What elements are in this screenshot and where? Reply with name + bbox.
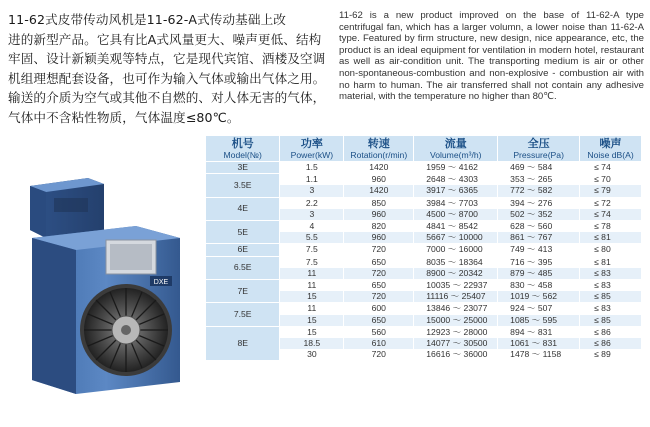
cell-volume: 1959 ～ 4162 [414,162,498,174]
header-pressure: 全压 Pressure(Pa) [498,136,580,162]
cell-noise: ≤ 89 [580,349,642,360]
cell-power: 4 [280,221,344,233]
cell-noise: ≤ 81 [580,232,642,244]
cell-volume: 5667 ～ 10000 [414,232,498,244]
cell-rotation: 610 [344,338,414,349]
cell-noise: ≤ 81 [580,256,642,268]
cell-model: 8E [206,326,280,360]
cn-line: 气体中不含粘性物质，气体温度≤80℃。 [8,109,240,125]
cell-noise: ≤ 74 [580,162,642,174]
cell-volume: 13846 ～ 23077 [414,303,498,315]
header-volume: 流量 Volume(m³/h) [414,136,498,162]
cell-pressure: 772 ～ 582 [498,185,580,197]
centrifugal-fan-image [18,172,188,402]
en-paragraph: 11-62 is a new product improved on the base of 11-62-A type centrifugal fan, which has a larger volumn, a lower noise than 11-62-A type. Featured by firm structure, new design, nice appearance, etc, the product is an ideal equipment for ventilation in modern hotel, restaurant as well as air-condition unit. The transporting medium is air or other non-spontaneous-combustion and non-explosive - combustion air with no harm to human. The air transferred shall not contain any adhesive material, with the temperature no higher than 80℃. [339,10,644,103]
cell-power: 15 [280,315,344,327]
header-model: 机号 Model(№) [206,136,280,162]
cell-rotation: 1420 [344,162,414,174]
table-row [206,303,642,315]
table-row [206,256,642,268]
cell-model: 3.5E [206,174,280,197]
cell-volume: 8035 ～ 18364 [414,256,498,268]
cell-power: 18.5 [280,338,344,349]
cell-pressure: 749 ～ 413 [498,244,580,256]
cell-volume: 4841 ～ 8542 [414,221,498,233]
header-rotation: 转速 Rotation(r/min) [344,136,414,162]
cell-rotation: 650 [344,315,414,327]
cell-volume: 16616 ～ 36000 [414,349,498,360]
cn-line: 牢固、设计新颖美观等特点，它是现代宾馆、酒楼及空调 [8,51,326,67]
cell-volume: 10035 ～ 22937 [414,280,498,292]
cell-noise: ≤ 74 [580,209,642,221]
cell-model: 7.5E [206,303,280,326]
cell-noise: ≤ 86 [580,326,642,338]
cell-model: 4E [206,197,280,220]
cell-rotation: 650 [344,256,414,268]
cell-noise: ≤ 83 [580,303,642,315]
english-description [339,10,644,103]
cn-line: 11-62式皮带传动风机是11-62-A式传动基础上改 [8,12,286,27]
cell-power: 11 [280,280,344,292]
header-power: 功率 Power(kW) [280,136,344,162]
cell-volume: 3984 ～ 7703 [414,197,498,209]
cell-power: 2.2 [280,197,344,209]
cell-power: 7.5 [280,256,344,268]
table-row [206,244,642,256]
cell-pressure: 716 ～ 395 [498,256,580,268]
table-row [206,174,642,186]
cell-power: 3 [280,209,344,221]
table-row [206,221,642,233]
cn-line: 机组理想配套设备，也可作为输入气体或输出气体之用。 [8,70,326,86]
cell-volume: 12923 ～ 28000 [414,326,498,338]
header-noise: 噪声 Noise dB(A) [580,136,642,162]
cn-line: 进的新型产品。它具有比A式风量更大、噪声更低、结构 [8,31,322,47]
cell-rotation: 820 [344,221,414,233]
cell-volume: 7000 ～ 16000 [414,244,498,256]
cell-noise: ≤ 83 [580,268,642,280]
cell-volume: 3917 ～ 6365 [414,185,498,197]
cell-noise: ≤ 72 [580,197,642,209]
table-row [206,162,642,174]
cell-pressure: 861 ～ 767 [498,232,580,244]
cell-power: 5.5 [280,232,344,244]
cell-pressure: 894 ～ 831 [498,326,580,338]
cell-rotation: 960 [344,209,414,221]
cell-rotation: 960 [344,232,414,244]
cell-rotation: 720 [344,349,414,360]
cell-volume: 11116 ～ 25407 [414,291,498,303]
cell-power: 11 [280,268,344,280]
cell-power: 30 [280,349,344,360]
table-row [206,280,642,292]
cell-volume: 2648 ～ 4303 [414,174,498,186]
cell-pressure: 1061 ～ 831 [498,338,580,349]
cell-model: 5E [206,221,280,244]
cell-pressure: 502 ～ 352 [498,209,580,221]
cell-power: 3 [280,185,344,197]
cell-rotation: 720 [344,291,414,303]
cell-noise: ≤ 78 [580,221,642,233]
cell-pressure: 830 ～ 458 [498,280,580,292]
cell-pressure: 1085 ～ 595 [498,315,580,327]
cell-volume: 14077 ～ 30500 [414,338,498,349]
cell-noise: ≤ 79 [580,185,642,197]
cn-line: 输送的介质为空气或其他不自燃的、对人体无害的气体， [8,90,326,106]
cell-noise: ≤ 83 [580,280,642,292]
cell-rotation: 720 [344,268,414,280]
cell-pressure: 924 ～ 507 [498,303,580,315]
chinese-description [8,10,326,128]
table-row [206,197,642,209]
cell-power: 15 [280,291,344,303]
cell-rotation: 650 [344,280,414,292]
cell-volume: 8900 ～ 20342 [414,268,498,280]
fan-specification-table [206,136,642,360]
cell-pressure: 394 ～ 276 [498,197,580,209]
cell-power: 1.5 [280,162,344,174]
cell-model: 6.5E [206,256,280,279]
cell-rotation: 850 [344,197,414,209]
fan-badge-text: DXE [153,279,169,286]
cell-rotation: 560 [344,326,414,338]
cell-volume: 15000 ～ 25000 [414,315,498,327]
cell-model: 6E [206,244,280,256]
cell-pressure: 353 ～ 265 [498,174,580,186]
cell-noise: ≤ 70 [580,174,642,186]
cell-rotation: 1420 [344,185,414,197]
cell-volume: 4500 ～ 8700 [414,209,498,221]
cell-model: 7E [206,280,280,303]
cell-pressure: 1019 ～ 562 [498,291,580,303]
cell-pressure: 628 ～ 560 [498,221,580,233]
cell-noise: ≤ 85 [580,315,642,327]
table-row [206,326,642,338]
table-header-row [206,136,642,162]
cell-power: 11 [280,303,344,315]
cell-rotation: 600 [344,303,414,315]
cell-pressure: 469 ～ 584 [498,162,580,174]
cell-noise: ≤ 80 [580,244,642,256]
cell-power: 7.5 [280,244,344,256]
cell-pressure: 879 ～ 485 [498,268,580,280]
cell-power: 1.1 [280,174,344,186]
cell-rotation: 720 [344,244,414,256]
cell-model: 3E [206,162,280,174]
cell-noise: ≤ 85 [580,291,642,303]
cell-power: 15 [280,326,344,338]
cell-pressure: 1478 ～ 1158 [498,349,580,360]
cell-noise: ≤ 86 [580,338,642,349]
cell-rotation: 960 [344,174,414,186]
